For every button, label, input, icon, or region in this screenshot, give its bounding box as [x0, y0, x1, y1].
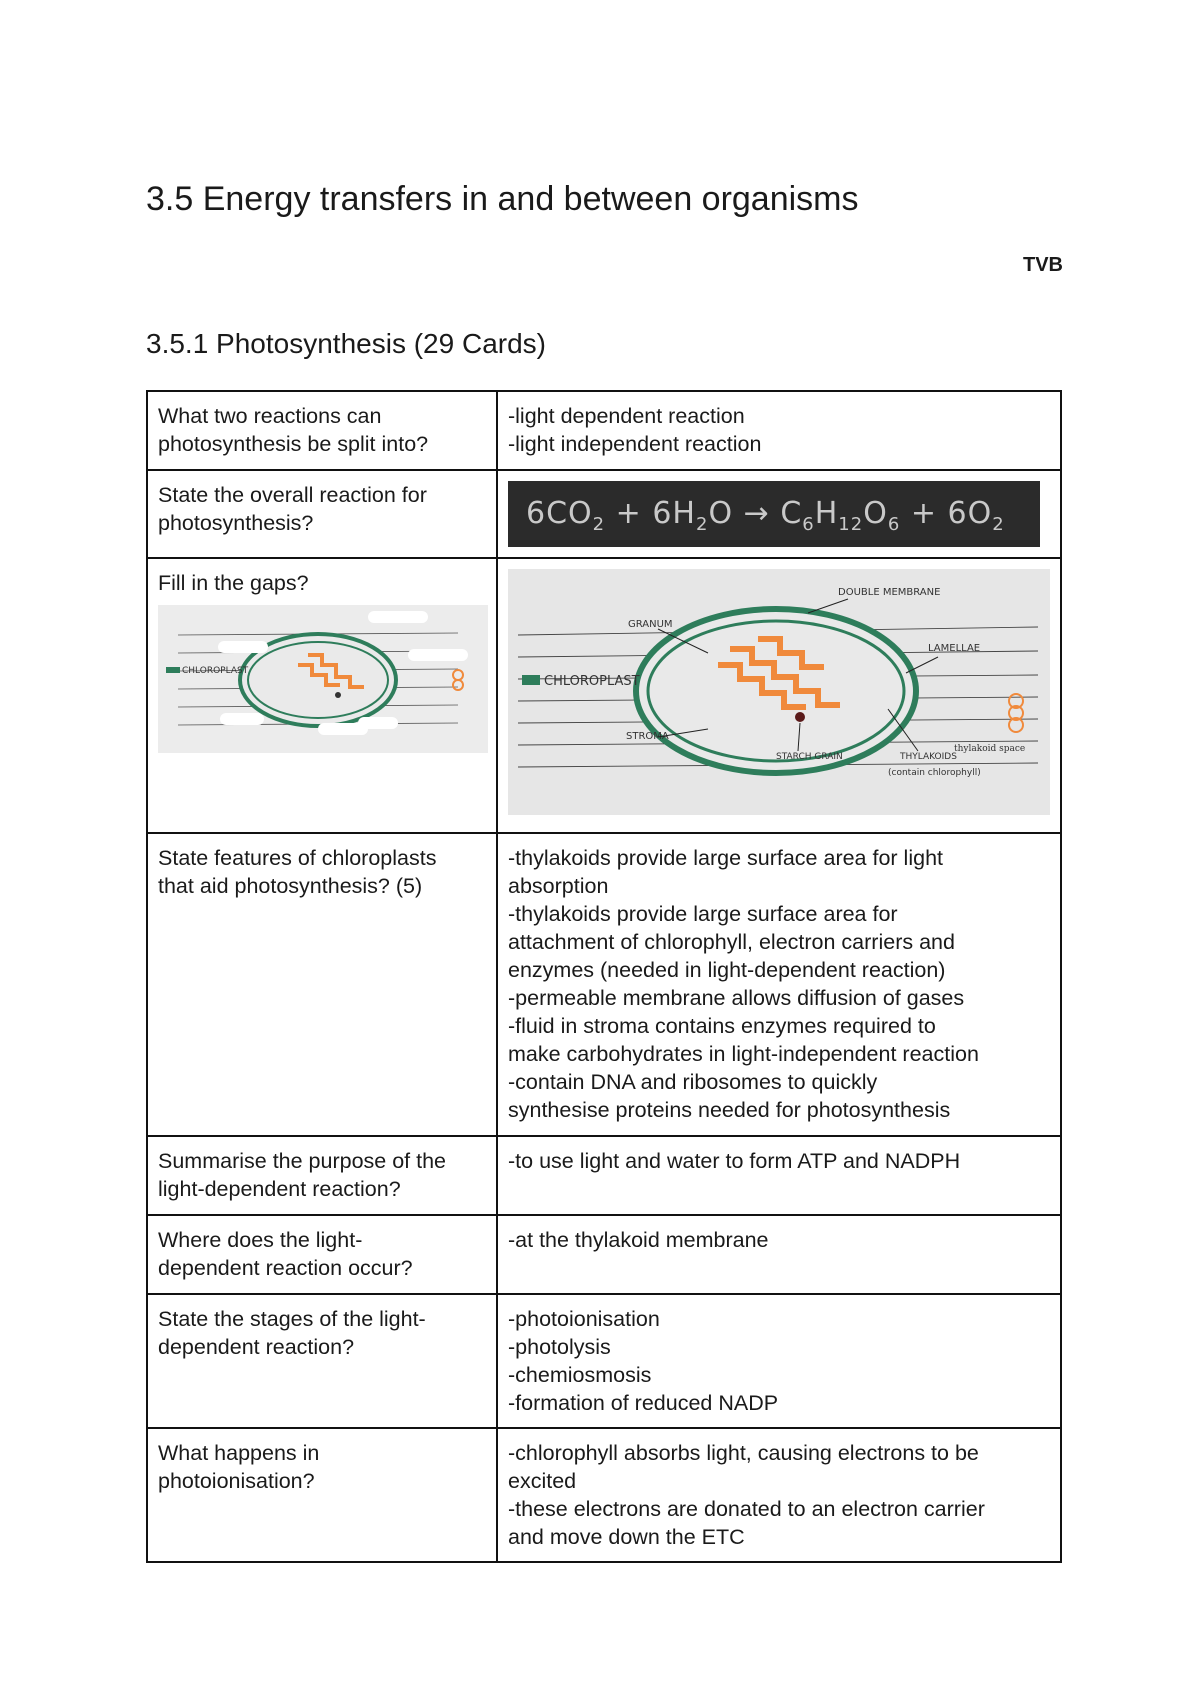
answer-text: -contain DNA and ribosomes to quickly	[508, 1070, 878, 1094]
table-row	[147, 1294, 1061, 1428]
flashcard-table	[146, 390, 1062, 1563]
question-text: Fill in the gaps?	[158, 571, 309, 595]
answer-text: -permeable membrane allows diffusion of gases	[508, 986, 965, 1010]
question-text: light-dependent reaction?	[158, 1177, 401, 1201]
answer-cell	[497, 1136, 1061, 1215]
answer-text: -photoionisation	[508, 1307, 660, 1331]
question-cell	[147, 391, 497, 470]
photosynthesis-equation-image: $6CO_2 + 6H_2O \to C_6H_{12}O_6 + 6O_2$	[508, 481, 1040, 547]
answer-text: and move down the ETC	[508, 1525, 745, 1549]
question-cell	[147, 1136, 497, 1215]
question-text: dependent reaction occur?	[158, 1256, 413, 1280]
question-text: photoionisation?	[158, 1469, 315, 1493]
chloroplast-diagram-labelled	[508, 569, 1050, 815]
question-text: dependent reaction?	[158, 1335, 355, 1359]
answer-cell	[497, 558, 1061, 833]
answer-text: absorption	[508, 874, 609, 898]
question-text: Where does the light-	[158, 1228, 363, 1252]
svg-text:thylakoid space: thylakoid space	[954, 744, 1026, 754]
answer-cell	[497, 1215, 1061, 1294]
table-row	[147, 1215, 1061, 1294]
answer-text: -chlorophyll absorbs light, causing electrons to be	[508, 1441, 979, 1465]
question-text: photosynthesis?	[158, 511, 314, 535]
table-row	[147, 391, 1061, 470]
answer-text: -to use light and water to form ATP and NADPH	[508, 1149, 961, 1173]
answer-cell	[497, 1294, 1061, 1428]
table-row	[147, 1136, 1061, 1215]
answer-text: -thylakoids provide large surface area for	[508, 902, 898, 926]
table-row	[147, 1428, 1061, 1562]
question-text: that aid photosynthesis? (5)	[158, 874, 423, 898]
answer-cell	[497, 391, 1061, 470]
question-text: photosynthesis be split into?	[158, 432, 429, 456]
author-initials: TVB	[1023, 254, 1063, 276]
question-text: Summarise the purpose of the	[158, 1149, 447, 1173]
document-title: 3.5 Energy transfers in and between organisms	[146, 180, 859, 218]
section-heading: 3.5.1 Photosynthesis (29 Cards)	[146, 328, 546, 359]
svg-text:STROMA: STROMA	[626, 731, 669, 742]
answer-cell	[497, 470, 1061, 558]
table-row	[147, 833, 1061, 1136]
answer-cell	[497, 833, 1061, 1136]
question-text: State the overall reaction for	[158, 483, 427, 507]
question-cell	[147, 1428, 497, 1562]
question-text: What two reactions can	[158, 404, 382, 428]
svg-text:LAMELLAE: LAMELLAE	[928, 643, 981, 654]
answer-text: -light independent reaction	[508, 432, 762, 456]
question-cell	[147, 558, 497, 833]
question-text: What happens in	[158, 1441, 320, 1465]
svg-text:GRANUM: GRANUM	[628, 619, 673, 630]
question-text: State features of chloroplasts	[158, 846, 437, 870]
answer-text: -formation of reduced NADP	[508, 1391, 779, 1415]
svg-text:CHLOROPLAST: CHLOROPLAST	[182, 666, 249, 676]
svg-text:DOUBLE MEMBRANE: DOUBLE MEMBRANE	[838, 587, 941, 598]
answer-text: -at the thylakoid membrane	[508, 1228, 769, 1252]
answer-text: enzymes (needed in light-dependent reaction)	[508, 958, 946, 982]
answer-text: attachment of chlorophyll, electron carriers and	[508, 930, 955, 954]
chloroplast-diagram-blank	[158, 605, 488, 753]
question-cell	[147, 833, 497, 1136]
answer-text: -these electrons are donated to an electron carrier	[508, 1497, 985, 1521]
question-text: State the stages of the light-	[158, 1307, 426, 1331]
question-cell	[147, 470, 497, 558]
svg-text:CHLOROPLAST: CHLOROPLAST	[544, 674, 640, 689]
answer-text: -thylakoids provide large surface area for light	[508, 846, 943, 870]
svg-text:THYLAKOIDS: THYLAKOIDS	[900, 752, 957, 762]
answer-text: -light dependent reaction	[508, 404, 745, 428]
svg-text:(contain chlorophyll): (contain chlorophyll)	[888, 768, 981, 778]
question-cell	[147, 1215, 497, 1294]
answer-text: make carbohydrates in light-independent reaction	[508, 1042, 979, 1066]
answer-cell	[497, 1428, 1061, 1562]
answer-text: synthesise proteins needed for photosynthesis	[508, 1098, 951, 1122]
answer-text: -fluid in stroma contains enzymes required to	[508, 1014, 936, 1038]
answer-text: -photolysis	[508, 1335, 611, 1359]
table-row	[147, 470, 1061, 558]
answer-text: -chemiosmosis	[508, 1363, 652, 1387]
svg-text:STARCH GRAIN: STARCH GRAIN	[776, 752, 843, 762]
table-row	[147, 558, 1061, 833]
answer-text: excited	[508, 1469, 577, 1493]
question-cell	[147, 1294, 497, 1428]
